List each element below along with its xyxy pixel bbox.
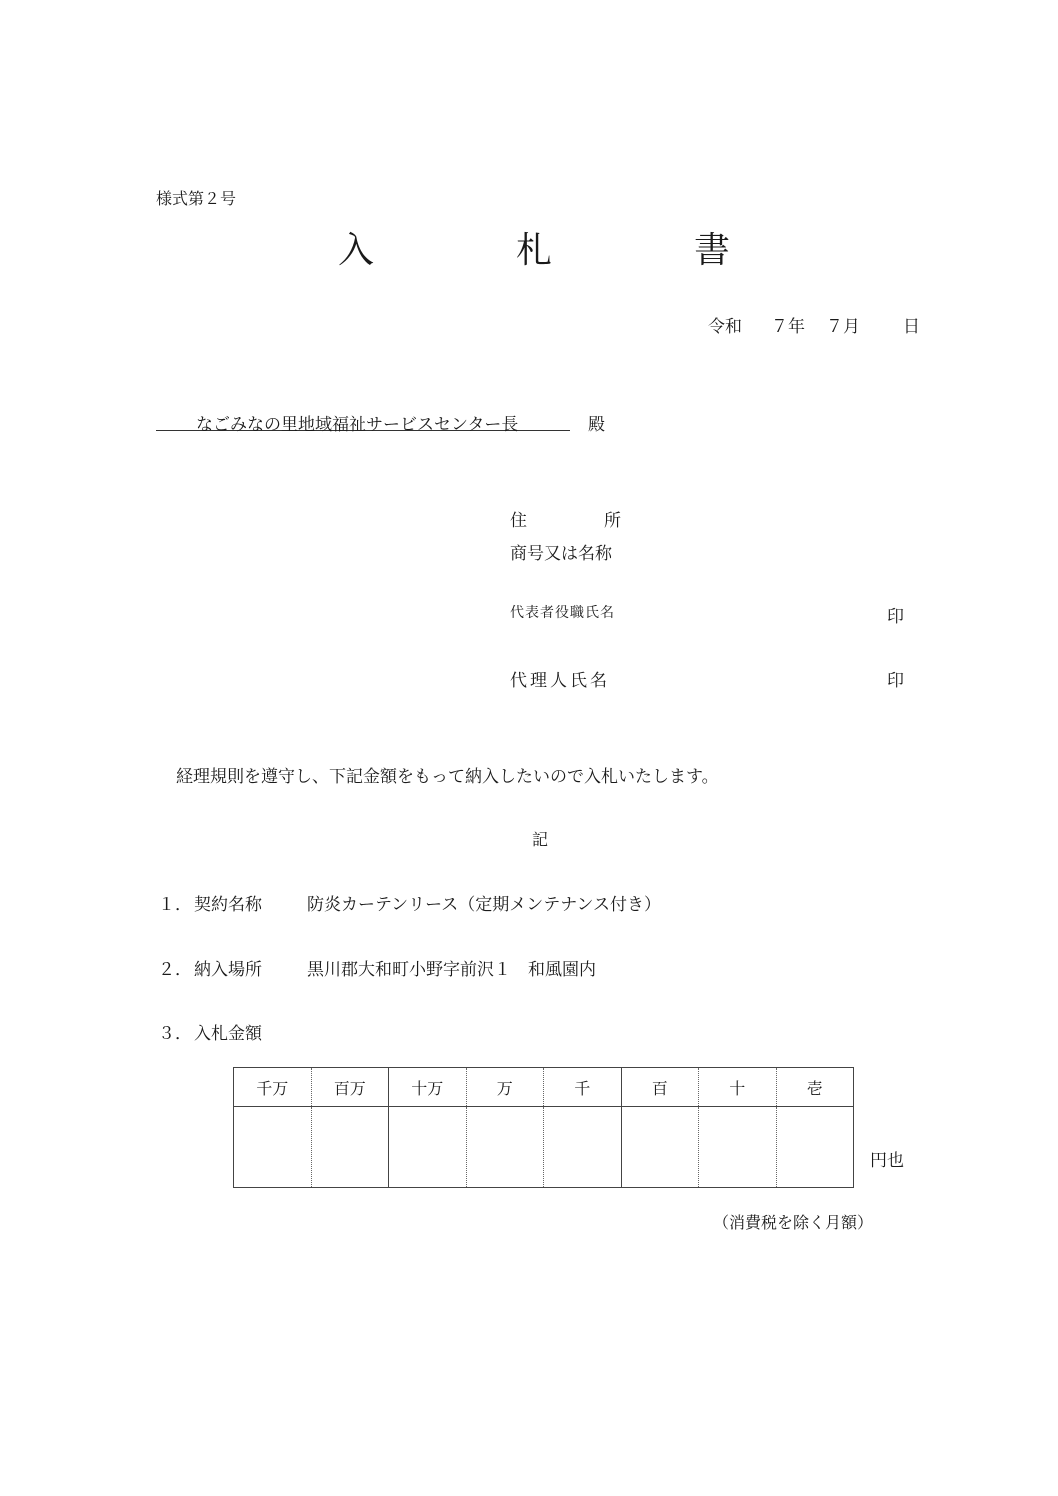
digit-cell[interactable] (389, 1107, 467, 1188)
item-label-contract-name: 契約名称 (194, 895, 262, 915)
digit-header-millions: 百万 (311, 1068, 389, 1107)
address-label-char: 住 (510, 511, 527, 531)
date-day: 日 (903, 317, 920, 337)
digit-cell[interactable] (699, 1107, 777, 1188)
digit-header-ones: 壱 (776, 1068, 854, 1107)
digit-header-tens: 十 (699, 1068, 777, 1107)
date-era: 令和 (708, 317, 742, 337)
item-number: ３． (158, 1024, 192, 1044)
agent-seal-mark: 印 (887, 671, 904, 691)
amount-header-row (234, 1068, 854, 1107)
item-number: １． (158, 895, 192, 915)
bidder-agent-label: 代理人氏名 (510, 671, 610, 691)
title-char: 書 (694, 230, 731, 271)
digit-cell[interactable] (311, 1107, 389, 1188)
item-value-delivery-place: 黒川郡大和町小野字前沢１ 和風園内 (307, 960, 596, 980)
digit-cell[interactable] (234, 1107, 312, 1188)
title-char: 入 (338, 230, 375, 271)
representative-seal-mark: 印 (887, 607, 904, 627)
title-char: 札 (516, 230, 553, 271)
digit-header-hundreds: 百 (621, 1068, 699, 1107)
digit-cell[interactable] (544, 1107, 622, 1188)
bid-statement: 経理規則を遵守し、下記金額をもって納入したいので入札いたします。 (176, 767, 719, 787)
digit-header-ten-millions: 千万 (234, 1068, 312, 1107)
digit-header-hundred-thousands: 十万 (389, 1068, 467, 1107)
digit-cell[interactable] (621, 1107, 699, 1188)
addressee-honorific: 殿 (588, 415, 605, 435)
bid-amount-table (233, 1067, 854, 1188)
address-label-char: 所 (604, 511, 621, 531)
item-label-delivery-place: 納入場所 (194, 960, 262, 980)
digit-header-thousands: 千 (544, 1068, 622, 1107)
form-number: 様式第２号 (156, 189, 237, 208)
document-title (338, 222, 738, 272)
ki-heading: 記 (532, 830, 549, 849)
bidder-representative-label: 代表者役職氏名 (510, 605, 615, 621)
addressee-name: なごみなの里地域福祉サービスセンター長 (196, 415, 519, 435)
yen-suffix: 円也 (870, 1151, 904, 1171)
digit-cell[interactable] (466, 1107, 544, 1188)
amount-entry-row (234, 1107, 854, 1188)
date-month: ７月 (826, 317, 860, 337)
tax-note: （消費税を除く月額） (713, 1213, 874, 1232)
digit-header-ten-thousands: 万 (466, 1068, 544, 1107)
item-number: ２． (158, 960, 192, 980)
bidder-company-label: 商号又は名称 (510, 544, 612, 564)
date-year: ７年 (771, 317, 805, 337)
item-label-bid-amount: 入札金額 (194, 1024, 262, 1044)
digit-cell[interactable] (776, 1107, 854, 1188)
item-value-contract-name: 防炎カーテンリース（定期メンテナンス付き） (307, 895, 661, 915)
